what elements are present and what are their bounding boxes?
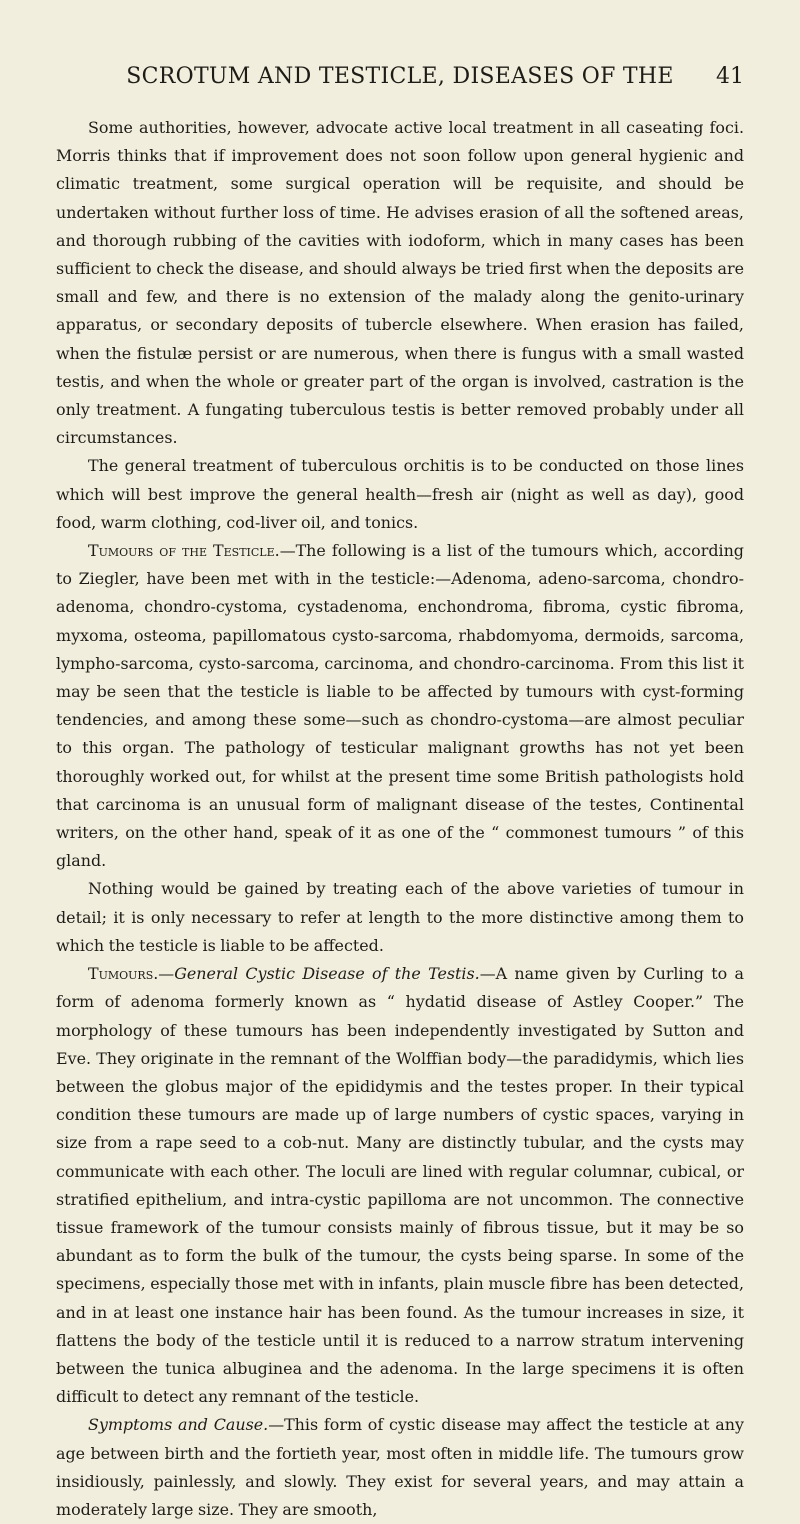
body-text	[56, 114, 744, 1524]
paragraph-treatment-general: The general treatment of tuberculous orchitis is to be conducted on those lines which will best improve the general health—fresh air (night as well as day), good food, warm clothing, cod-liver oil, and tonics.	[56, 456, 744, 532]
paragraph-symptoms	[56, 1411, 744, 1524]
cystic-disease-text: —A name given by Curling to a form of adenoma formerly known as “ hydatid disease of Astley Cooper.” The morphology of these tumours has been independently investigated by Sutton and Eve. They originate in the remnant of the Wolffian body—the paradidymis, which lies between the globus major of the epididymis and the testes proper. In their typical condition these tumours are made up of large numbers of cystic spaces, varying in size from a rape seed to a cob-nut. Many are distinctly tubular, and the cysts may communicate with each other. The loculi are lined with regular columnar, cubical, or stratified epithelium, and intra-cystic papilloma are not uncommon. The connective tissue framework of the tumour consists mainly of fibrous tissue, but it may be so abundant as to form the bulk of the tumour, the cysts being sparse. In some of the specimens, especially those met with in infants, plain muscle fibre has been detected, and in at least one instance hair has been found. As the tumour increases in size, it flattens the body of the testicle until it is reduced to a narrow stratum intervening between the tunica albuginea and the adenoma. In the large specimens it is often difficult to detect any remnant of the testicle.	[56, 964, 744, 1407]
page-number: 41	[716, 64, 744, 89]
tumours-list-text: —The following is a list of the tumours which, according to Ziegler, have been met with in the testicle:—Adenoma, adeno-sarcoma, chondro-adenoma, chondro-cystoma, cystadenoma, enchondroma, fibroma, cystic fibroma, myxoma, osteoma, papillomatous cysto-sarcoma, rhabdomyoma, dermoids, sarcoma, lympho-sarcoma, cysto-sarcoma, carcinoma, and chondro-carcinoma. From this list it may be seen that the testicle is liable to be affected by tumours with cyst-forming tendencies, and among these some—such as chondro-cystoma—are almost peculiar to this organ. The pathology of testicular malignant growths has not yet been thoroughly worked out, for whilst at the present time some British pathologists hold that carcinoma is an unusual form of malignant disease of the testes, Continental writers, on the other hand, speak of it as one of the “ commonest tumours ” of this gland.	[56, 541, 744, 871]
paragraph-varieties: Nothing would be gained by treating each of the above varieties of tumour in detail; it is only necessary to refer at length to the more distinctive among them to which the testicle is liable to be affected.	[56, 879, 744, 955]
subheading-symptoms-and-cause: Symptoms and Cause.	[88, 1415, 269, 1435]
running-title: SCROTUM AND TESTICLE, DISEASES OF THE	[126, 64, 674, 89]
paragraph-treatment-local: Some authorities, however, advocate active local treatment in all caseating foci. Morris thinks that if improvement does not soon follow upon general hygienic and climatic treatment, some surgical operation will be requisite, and should be undertaken without further loss of time. He advises erasion of all the softened areas, and thorough rubbing of the cavities with iodoform, which in many cases has been sufficient to check the disease, and should always be tried first when the deposits are small and few, and there is no extension of the malady along the genito-urinary apparatus, or secondary deposits of tubercle elsewhere. When erasion has failed, when the fistulæ persist or are numerous, when there is fungus with a small wasted testis, and when the whole or greater part of the organ is involved, castration is the only treatment. A fungating tuberculous testis is better removed probably under all circumstances.	[56, 118, 744, 448]
section-heading-tumours-of-testicle: Tumours of the Testicle.	[88, 541, 280, 561]
paragraph-tumours-list	[56, 537, 744, 875]
subheading-general-cystic-disease: —General Cystic Disease of the Testis.	[158, 964, 480, 984]
symptoms-text: —This form of cystic disease may affect the testicle at any age between birth and the fortieth year, most often in middle life. The tumours grow insidiously, painlessly, and slowly. They exist for several years, and may attain a moderately large size. They are smooth,	[56, 1415, 744, 1519]
section-heading-tumours: Tumours.	[88, 964, 159, 984]
paragraph-cystic-disease	[56, 960, 744, 1411]
page-header	[56, 64, 744, 94]
